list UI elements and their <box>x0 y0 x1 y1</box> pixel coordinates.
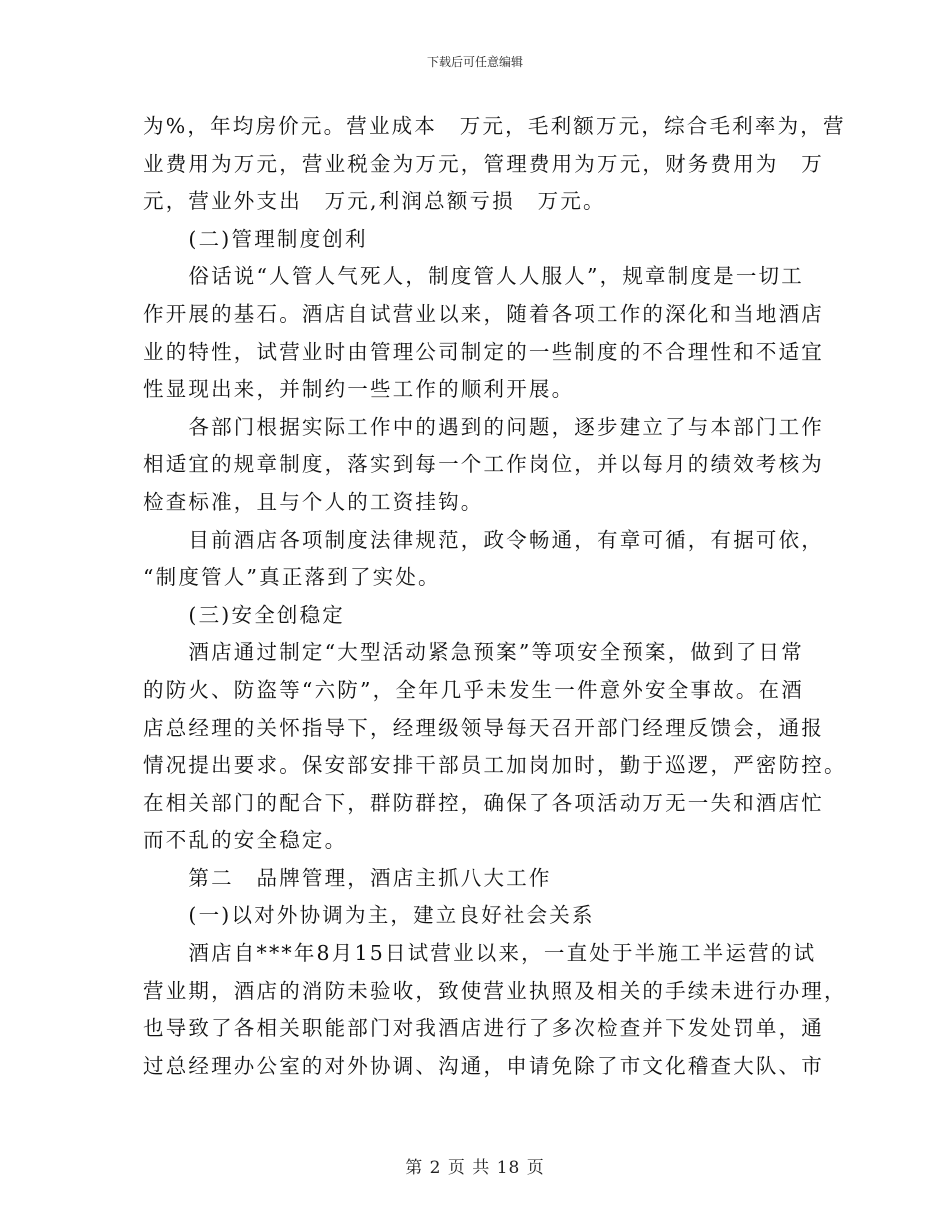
text-line: 酒店通过制定“大型活动紧急预案”等项安全预案，做到了日常 <box>143 640 804 665</box>
text-line: 元，营业外支出 万元,利润总额亏损 万元。 <box>143 189 606 214</box>
text-line: 也导致了各相关职能部门对我酒店进行了多次检查并下发处罚单，通 <box>143 1016 824 1041</box>
text-line: 为%，年均房价元。营业成本 万元，毛利额万元，综合毛利率为，营 <box>143 114 846 138</box>
text-line: 而不乱的安全稳定。 <box>143 828 348 853</box>
section-heading: (一)以对外协调为主，建立良好社会关系 <box>143 903 595 928</box>
text-line: 作开展的基石。酒店自试营业以来，随着各项工作的深化和当地酒店 <box>143 301 824 326</box>
text-line: 检查标准，且与个人的工资挂钩。 <box>143 489 484 514</box>
text-line: 过总经理办公室的对外协调、沟通，申请免除了市文化稽查大队、市 <box>143 1053 824 1078</box>
text-line: 俗话说“人管人气死人，制度管人人服人”，规章制度是一切工 <box>143 264 804 289</box>
page-footer: 第 2 页 共 18 页 <box>405 1158 545 1178</box>
text-line: “制度管人”真正落到了实处。 <box>143 565 441 590</box>
section-heading: (三)安全创稳定 <box>143 602 345 627</box>
text-line: 营业期，酒店的消防未验收，致使营业执照及相关的手续未进行办理， <box>143 978 847 1003</box>
text-line: 情况提出要求。保安部安排干部员工加岗加时，勤于巡逻，严密防控。 <box>143 753 847 778</box>
page-header: 下载后可任意编辑 <box>426 55 523 69</box>
document-body <box>143 108 847 1085</box>
section-heading: (二)管理制度创利 <box>143 226 368 251</box>
text-line: 业的特性，试营业时由管理公司制定的一些制度的不合理性和不适宜 <box>143 339 824 364</box>
text-line: 性显现出来，并制约一些工作的顺利开展。 <box>143 377 575 402</box>
text-line: 相适宜的规章制度，落实到每一个工作岗位，并以每月的绩效考核为 <box>143 452 824 477</box>
section-heading: 第二 品牌管理，酒店主抓八大工作 <box>143 865 552 890</box>
text-line: 店总经理的关怀指导下，经理级领导每天召开部门经理反馈会，通报 <box>143 715 824 740</box>
text-line: 的防火、防盗等“六防”，全年几乎未发生一件意外安全事故。在酒 <box>143 677 804 702</box>
text-line: 目前酒店各项制度法律规范，政令畅通，有章可循，有据可依， <box>143 527 824 552</box>
text-line: 在相关部门的配合下，群防群控，确保了各项活动万无一失和酒店忙 <box>143 790 824 815</box>
text-line: 各部门根据实际工作中的遇到的问题，逐步建立了与本部门工作 <box>143 414 824 439</box>
text-line: 业费用为万元，营业税金为万元，管理费用为万元，财务费用为 万 <box>143 151 824 176</box>
text-line: 酒店自***年8月15日试营业以来，一直处于半施工半运营的试 <box>143 941 817 966</box>
